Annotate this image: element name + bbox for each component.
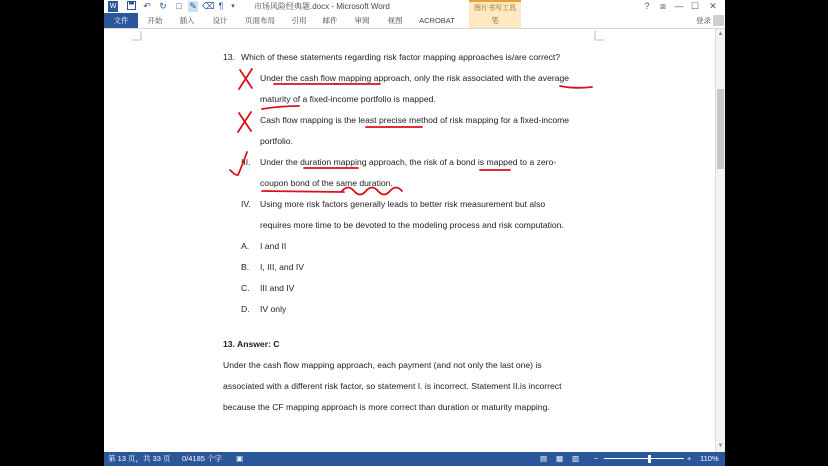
title-bar bbox=[104, 0, 725, 13]
sign-in-link[interactable]: 登录 bbox=[696, 16, 711, 25]
statement-line: Under the cash flow mapping approach, only the risk associated with the average bbox=[260, 73, 570, 83]
status-bar bbox=[104, 452, 725, 466]
web-layout-icon[interactable]: ▥ bbox=[572, 454, 580, 463]
tab-home[interactable]: 开始 bbox=[147, 16, 163, 25]
statement-line: portfolio. bbox=[260, 136, 293, 146]
save-icon[interactable] bbox=[126, 1, 136, 12]
zoom-out-button[interactable]: − bbox=[594, 454, 599, 463]
option-letter: C. bbox=[241, 283, 250, 293]
explanation-line: Under the cash flow mapping approach, each payment (and not only the last one) is bbox=[223, 360, 542, 370]
question-text: Which of these statements regarding risk factor mapping approaches is/are correct? bbox=[241, 52, 561, 62]
read-mode-icon[interactable]: ▤ bbox=[540, 454, 548, 463]
statement-numeral bbox=[242, 73, 247, 84]
tab-design[interactable]: 设计 bbox=[212, 16, 228, 25]
print-layout-icon[interactable]: ▦ bbox=[556, 454, 564, 463]
page-indicator[interactable]: 第 13 页，共 33 页 bbox=[108, 454, 171, 463]
zoom-in-button[interactable]: + bbox=[687, 454, 692, 463]
explanation-line: associated with a different risk factor, so statement I. is incorrect. Statement II.is incorrect bbox=[223, 381, 562, 391]
option-text: I, III, and IV bbox=[260, 262, 304, 272]
context-tab-header: 图片书写工具 bbox=[469, 0, 521, 13]
tab-references[interactable]: 引用 bbox=[291, 16, 307, 25]
scroll-thumb[interactable] bbox=[717, 89, 724, 169]
word-window bbox=[104, 0, 725, 466]
option-text: III and IV bbox=[260, 283, 295, 293]
zoom-slider-thumb[interactable] bbox=[648, 455, 651, 463]
close-button[interactable]: ✕ bbox=[709, 1, 717, 11]
statement-line: requires more time to be devoted to the modeling process and risk computation. bbox=[260, 220, 564, 230]
tab-file[interactable]: 文件 bbox=[104, 13, 138, 28]
proofing-icon[interactable]: ▣ bbox=[236, 454, 244, 463]
document-page[interactable] bbox=[144, 29, 704, 452]
tab-view[interactable]: 视图 bbox=[387, 16, 403, 25]
word-count[interactable]: 0/4185 个字 bbox=[182, 454, 223, 463]
tab-acrobat[interactable]: ACROBAT bbox=[419, 16, 455, 25]
option-letter: D. bbox=[241, 304, 250, 314]
avatar[interactable] bbox=[713, 15, 724, 26]
customize-toolbar-icon[interactable]: ▾ bbox=[231, 3, 235, 10]
tab-mailings[interactable]: 邮件 bbox=[322, 16, 338, 25]
scroll-up-icon[interactable]: ▲ bbox=[717, 31, 724, 37]
explanation-line: because the CF mapping approach is more correct than duration or maturity mapping. bbox=[223, 402, 550, 412]
ribbon-tabs bbox=[104, 13, 725, 29]
tab-insert[interactable]: 插入 bbox=[179, 16, 195, 25]
statement-numeral: IV. bbox=[241, 199, 251, 209]
statement-line: Cash flow mapping is the least precise method of risk mapping for a fixed-income bbox=[260, 115, 570, 125]
statement-numeral: III. bbox=[241, 157, 251, 167]
ribbon-display-button[interactable]: ⧈ bbox=[660, 1, 666, 11]
option-letter: B. bbox=[241, 262, 250, 272]
help-button[interactable]: ? bbox=[644, 1, 650, 11]
tab-review[interactable]: 审阅 bbox=[354, 16, 370, 25]
statement-numeral bbox=[240, 115, 247, 126]
maximize-button[interactable]: ☐ bbox=[690, 1, 700, 11]
word-logo-icon: W bbox=[109, 3, 117, 10]
minimize-button[interactable]: — bbox=[674, 1, 684, 11]
document-title: 市场风险经典题.docx - Microsoft Word bbox=[254, 2, 390, 11]
answer-heading: 13. Answer: C bbox=[223, 339, 280, 349]
statement-line: Using more risk factors generally leads to better risk measurement but also bbox=[260, 199, 546, 209]
undo-icon[interactable]: ↶ bbox=[143, 1, 151, 11]
vertical-scrollbar[interactable] bbox=[715, 29, 725, 452]
statement-line: Under the duration mapping approach, the risk of a bond is mapped to a zero- bbox=[260, 157, 557, 167]
option-text: I and II bbox=[260, 241, 287, 251]
statement-line: coupon bond of the same duration. bbox=[260, 178, 393, 188]
tab-page-layout[interactable]: 页面布局 bbox=[245, 16, 275, 25]
margin-mark-right bbox=[594, 31, 604, 41]
zoom-level[interactable]: 110% bbox=[700, 454, 719, 463]
statement-line: maturity of a fixed-income portfolio is mapped. bbox=[260, 94, 436, 104]
question-number: 13. bbox=[223, 52, 235, 62]
margin-mark-left bbox=[132, 31, 142, 41]
pen-icon[interactable]: ✎ bbox=[189, 1, 197, 11]
print-preview-icon[interactable]: □ bbox=[176, 1, 182, 11]
tab-pen[interactable]: 笔 bbox=[469, 13, 521, 28]
option-text: IV only bbox=[260, 304, 287, 314]
option-letter: A. bbox=[241, 241, 250, 251]
document-canvas[interactable] bbox=[104, 29, 716, 452]
zoom-slider-track[interactable] bbox=[604, 458, 684, 459]
scroll-down-icon[interactable]: ▼ bbox=[717, 443, 724, 449]
paragraph-icon[interactable]: ¶ bbox=[218, 1, 224, 11]
redo-icon[interactable]: ↻ bbox=[159, 1, 167, 11]
eraser-icon[interactable]: ⌫ bbox=[202, 1, 215, 11]
